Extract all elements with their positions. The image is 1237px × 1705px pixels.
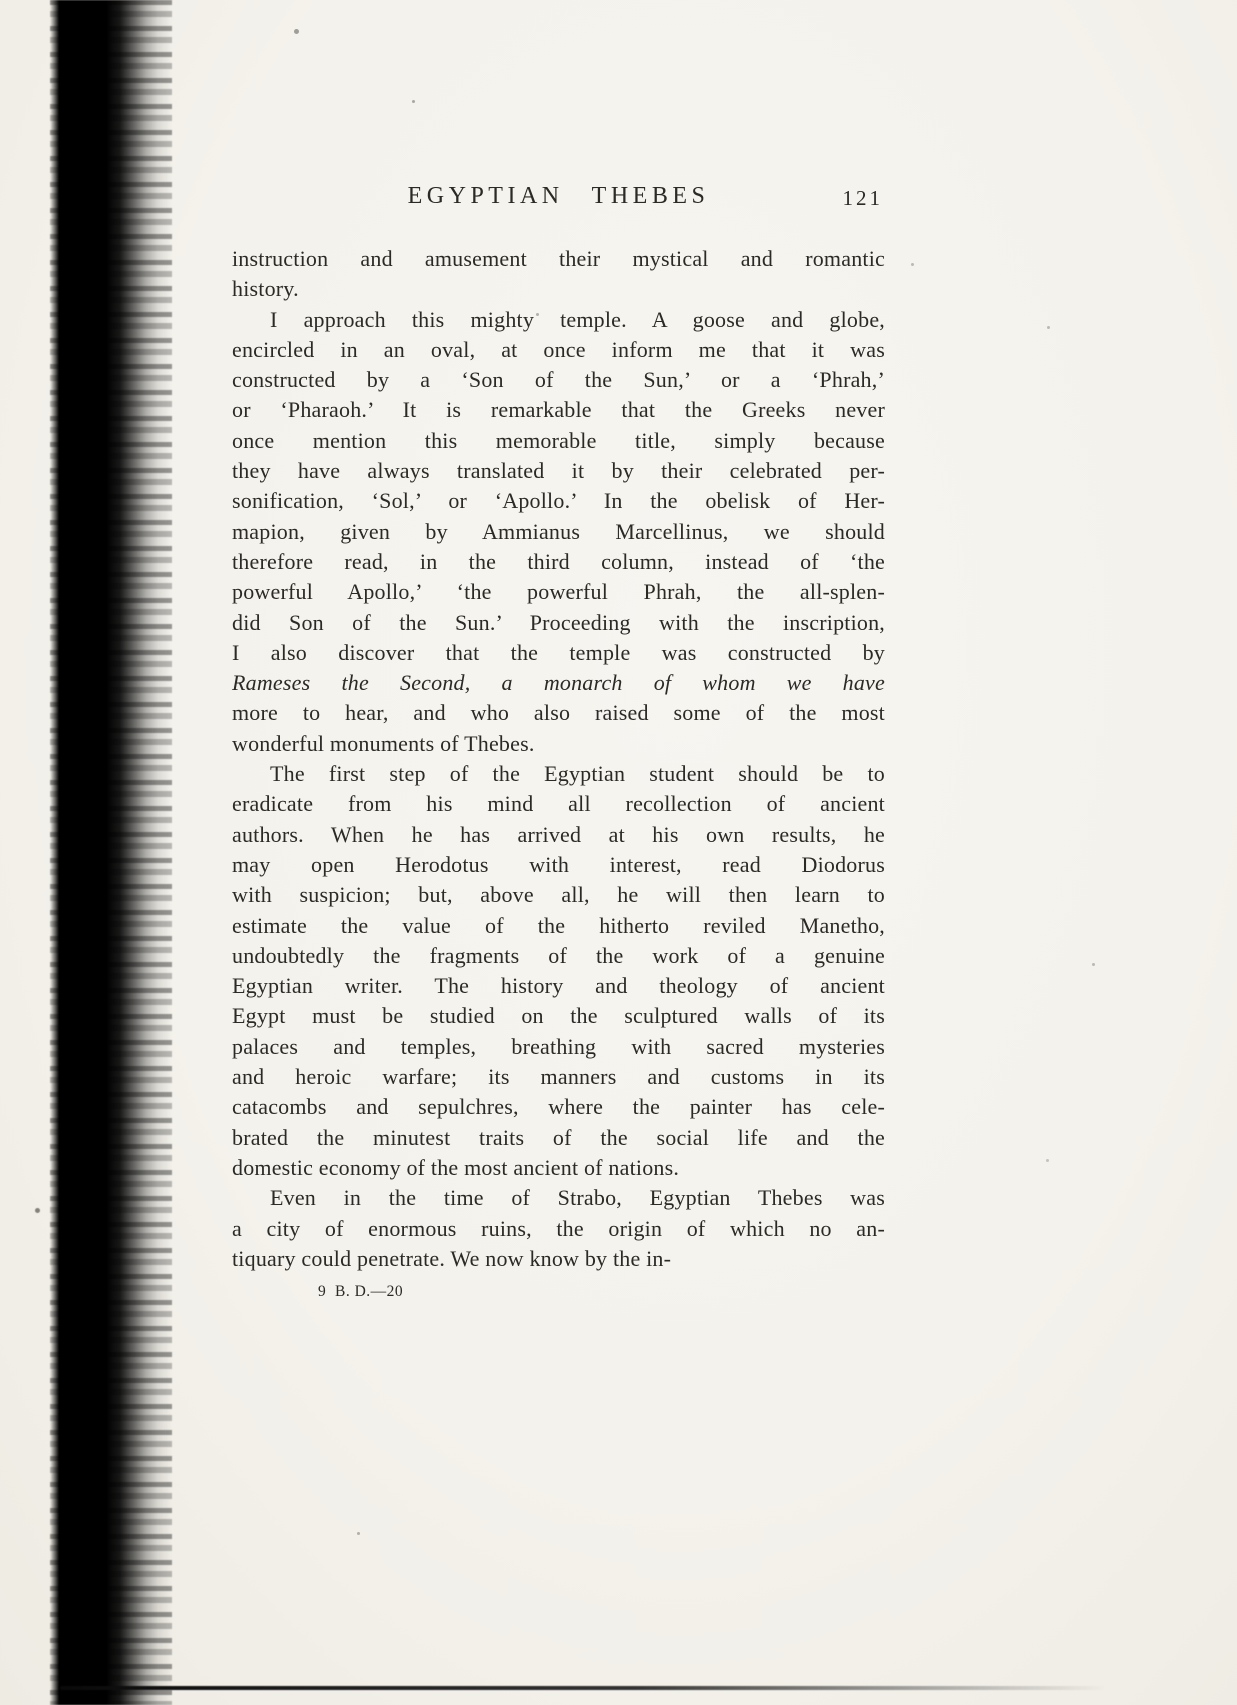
text-line: with suspicion; but, above all, he will then learn to (232, 882, 885, 908)
text-line: eradicate from his mind all recollection of ancient (232, 791, 885, 817)
text-line: instruction and amusement their mystical and romantic (232, 246, 885, 271)
text-line: tiquary could penetrate. We now know by the in- (232, 1245, 672, 1271)
text-line: may open Herodotus with interest, read Diodorus (232, 851, 885, 877)
text-line: I also discover that the temple was constructed by (232, 639, 885, 665)
text-line: constructed by a ‘Son of the Sun,’ or a ‘Phrah,’ (232, 367, 885, 393)
text-line: The first step of the Egyptian student should be to (270, 761, 885, 787)
text-line: domestic economy of the most ancient of nations. (232, 1154, 680, 1180)
paragraph (232, 759, 885, 1183)
text-line: sonification, ‘Sol,’ or ‘Apollo.’ In the obelisk of Her- (232, 488, 885, 514)
page-header (232, 183, 885, 215)
text-line: once mention this memorable title, simply because (232, 427, 885, 453)
text-line: I approach this mighty temple. A goose and globe, (270, 306, 885, 332)
text-line: they have always translated it by their celebrated per- (232, 458, 885, 484)
text-line: estimate the value of the hitherto reviled Manetho, (232, 912, 885, 938)
text-line: palaces and temples, breathing with sacred mysteries (232, 1033, 885, 1059)
text-line: powerful Apollo,’ ‘the powerful Phrah, the all-splen- (232, 579, 885, 605)
text-line: history. (232, 276, 299, 302)
page-content (232, 183, 885, 1301)
text-line: Egyptian writer. The history and theology of ancient (232, 973, 885, 999)
text-line: Rameses the Second, a monarch of whom we have (232, 670, 885, 696)
text-line: more to hear, and who also raised some of the most (232, 700, 885, 726)
text-line: did Son of the Sun.’ Proceeding with the inscription, (232, 609, 885, 635)
binding-shadow (50, 0, 172, 1705)
text-line: authors. When he has arrived at his own results, he (232, 821, 885, 847)
page-body (232, 244, 885, 1274)
paragraph (232, 244, 885, 305)
text-line: and heroic warfare; its manners and customs in its (232, 1064, 885, 1090)
text-line: mapion, given by Ammianus Marcellinus, we should (232, 518, 885, 544)
paragraph (232, 1183, 885, 1274)
text-line: undoubtedly the fragments of the work of a genuine (232, 942, 885, 968)
scan-bottom-line (60, 1686, 1106, 1690)
page-number: 121 (842, 186, 883, 210)
text-line: encircled in an oval, at once inform me that it was (232, 336, 885, 362)
text-line: Even in the time of Strabo, Egyptian Thebes was (270, 1185, 885, 1211)
text-line: Egypt must be studied on the sculptured walls of its (232, 1003, 885, 1029)
running-title: EGYPTIAN THEBES (407, 183, 710, 209)
scan-specks (0, 0, 3, 3)
text-line: therefore read, in the third column, instead of ‘the (232, 548, 885, 574)
text-line: or ‘Pharaoh.’ It is remarkable that the Greeks never (232, 397, 885, 423)
text-line: brated the minutest traits of the social life and the (232, 1124, 885, 1150)
text-line: a city of enormous ruins, the origin of which no an- (232, 1215, 885, 1241)
text-line: catacombs and sepulchres, where the painter has cele- (232, 1094, 885, 1120)
text-line: wonderful monuments of Thebes. (232, 730, 535, 756)
signature-mark: 9 B. D.—20 (318, 1283, 404, 1301)
paragraph (232, 305, 885, 759)
